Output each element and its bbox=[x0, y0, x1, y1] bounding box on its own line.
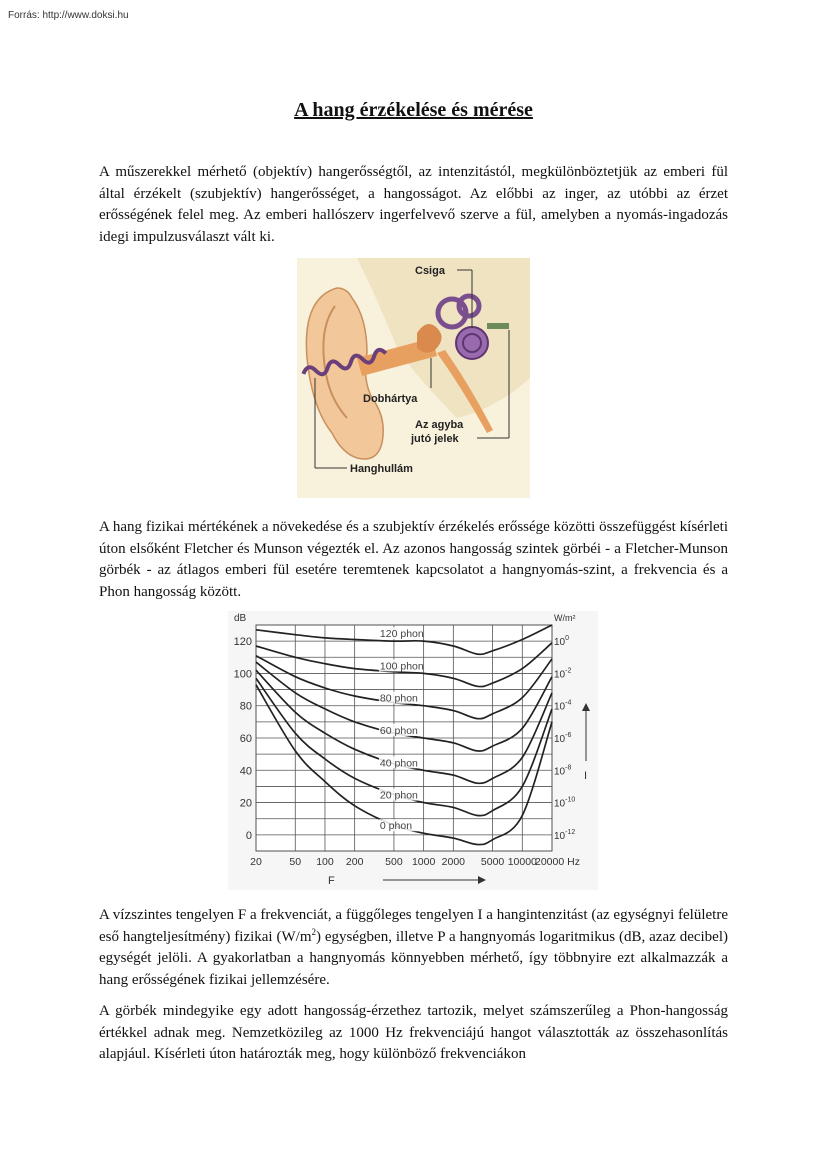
x-tick-label-1: 50 bbox=[289, 856, 302, 868]
y-right-axis-label: I bbox=[584, 770, 588, 782]
x-tick-label-6: 2000 bbox=[441, 856, 466, 868]
x-axis-label: F bbox=[328, 875, 335, 887]
ear-anatomy-figure bbox=[297, 258, 530, 498]
y-left-unit: dB bbox=[234, 613, 247, 624]
x-tick-label-0: 20 bbox=[250, 856, 262, 868]
unit-exponent: 2 bbox=[311, 926, 316, 937]
x-tick-label-8: 10000 bbox=[507, 856, 537, 868]
paragraph-axes-a: A vízszintes tengelyen F a frekvenciát, a függőleges tengelyen I a hangintenzitást (az egységnyi felületre eső hangteljesítmény) fizikai (W/m bbox=[99, 907, 728, 945]
series-label-4: 40 phon bbox=[379, 757, 418, 770]
series-label-0: 120 phon bbox=[379, 628, 424, 641]
x-tick-label-2: 100 bbox=[316, 856, 334, 868]
y-right-tick-label--4: $10^{-4}$ bbox=[554, 699, 572, 713]
ear-diagram bbox=[297, 258, 530, 498]
y-tick-label-60: 60 bbox=[239, 733, 252, 745]
y-right-tick-exponent: -6 bbox=[565, 732, 572, 739]
y-right-tick-exponent: -10 bbox=[565, 796, 576, 804]
x-tick-label-5: 1000 bbox=[411, 856, 436, 868]
series-label-6: 0 phon bbox=[379, 820, 413, 833]
label-dobhartya: Dobhártya bbox=[363, 393, 418, 405]
label-agyba-2: jutó jelek bbox=[411, 433, 459, 445]
y-right-tick-label--10: $10^{-10}$ bbox=[554, 796, 576, 810]
y-tick-label-80: 80 bbox=[239, 700, 252, 713]
y-right-tick-exponent: -2 bbox=[565, 667, 572, 675]
series-label-5: 20 phon bbox=[379, 789, 418, 802]
label-csiga: Csiga bbox=[415, 265, 445, 277]
y-tick-label-20: 20 bbox=[239, 797, 252, 810]
series-label-3: 60 phon bbox=[379, 725, 418, 737]
y-right-tick-exponent: -8 bbox=[565, 764, 572, 772]
y-right-unit: W/m² bbox=[554, 613, 576, 623]
equal-loudness-chart bbox=[228, 611, 598, 890]
y-right-tick-label--2: $10^{-2}$ bbox=[554, 667, 572, 681]
series-label-2: 80 phon bbox=[379, 692, 418, 705]
cochlea-shape bbox=[456, 327, 488, 359]
paragraph-fletcher-munson: A hang fizikai mértékének a növekedése és a szubjektív érzékelés erőssége közötti összefüggést kísérleti úton elsőként Fletcher és Munson végezték el. Az azonos hangosság szintek görbéi - a Fletcher-Munson görbék - az átlagos emberi fül esetére teremtenek kapcsolatot a hangnyomás-szint, a frekvencia és a Phon hangosság között. bbox=[99, 519, 728, 601]
paragraph-intro: A műszerekkel mérhető (objektív) hangerősségtől, az intenzitástól, megkülönböztetjük az emberi fül által érzékelt (szubjektív) hangerősséget, a hangosságot. Az előbbi az inger, az utóbbi az érzet erősségének felel meg. Az emberi hallószerv ingerfelvevő szerve a fül, amelyben a nyomás-ingadozás idegi impulzusválaszt vált ki. bbox=[99, 164, 728, 246]
y-right-tick-exponent: 0 bbox=[565, 635, 570, 643]
y-right-tick-label-0: $10^0$ bbox=[554, 635, 570, 649]
y-tick-label-100: 100 bbox=[233, 668, 252, 681]
y-tick-label-120: 120 bbox=[233, 636, 252, 649]
y-right-tick-label--8: $10^{-8}$ bbox=[554, 764, 572, 778]
chart-svg bbox=[228, 611, 598, 890]
label-agyba-1: Az agyba bbox=[415, 419, 464, 431]
y-right-tick-label--12: $10^{-12}$ bbox=[554, 828, 576, 842]
y-tick-label-0: 0 bbox=[245, 829, 252, 842]
auditory-nerve-shape bbox=[487, 323, 509, 329]
x-tick-label-9: 20000 Hz bbox=[535, 856, 580, 868]
x-tick-label-3: 200 bbox=[345, 856, 364, 868]
series-label-1: 100 phon bbox=[379, 660, 424, 673]
y-right-tick-exponent: -12 bbox=[565, 828, 576, 836]
page-title: A hang érzékelése és mérése bbox=[294, 99, 533, 121]
x-tick-label-7: 5000 bbox=[480, 856, 505, 868]
x-tick-label-4: 500 bbox=[385, 856, 403, 868]
label-hanghullam: Hanghullám bbox=[350, 463, 413, 475]
y-tick-label-40: 40 bbox=[239, 765, 252, 778]
y-right-tick-exponent: -4 bbox=[565, 699, 572, 707]
source-note: Forrás: http://www.doksi.hu bbox=[8, 10, 129, 21]
paragraph-phon: A görbék mindegyike egy adott hangosság-érzethez tartozik, melyet számszerűleg a Phon-hangosság értékkel adnak meg. Nemzetközileg az 1000 Hz frekvenciájú hangot választották az összehasonlítás alapjául. Kísérleti úton határozták meg, hogy különböző frekvenciákon bbox=[99, 1003, 728, 1063]
paragraph-axes-b: ) egységben, illetve P a hangnyomás logaritmikus (dB, azaz decibel) egységét jelöli. A gyakorlatban a hangnyomás könnyebben mérhető, így többnyire ezt alkalmazzák a hang erősségének fizikai jellemzésére. bbox=[99, 928, 728, 989]
paragraph-axes bbox=[99, 905, 728, 992]
y-right-tick-label--6: $10^{-6}$ bbox=[554, 732, 572, 745]
